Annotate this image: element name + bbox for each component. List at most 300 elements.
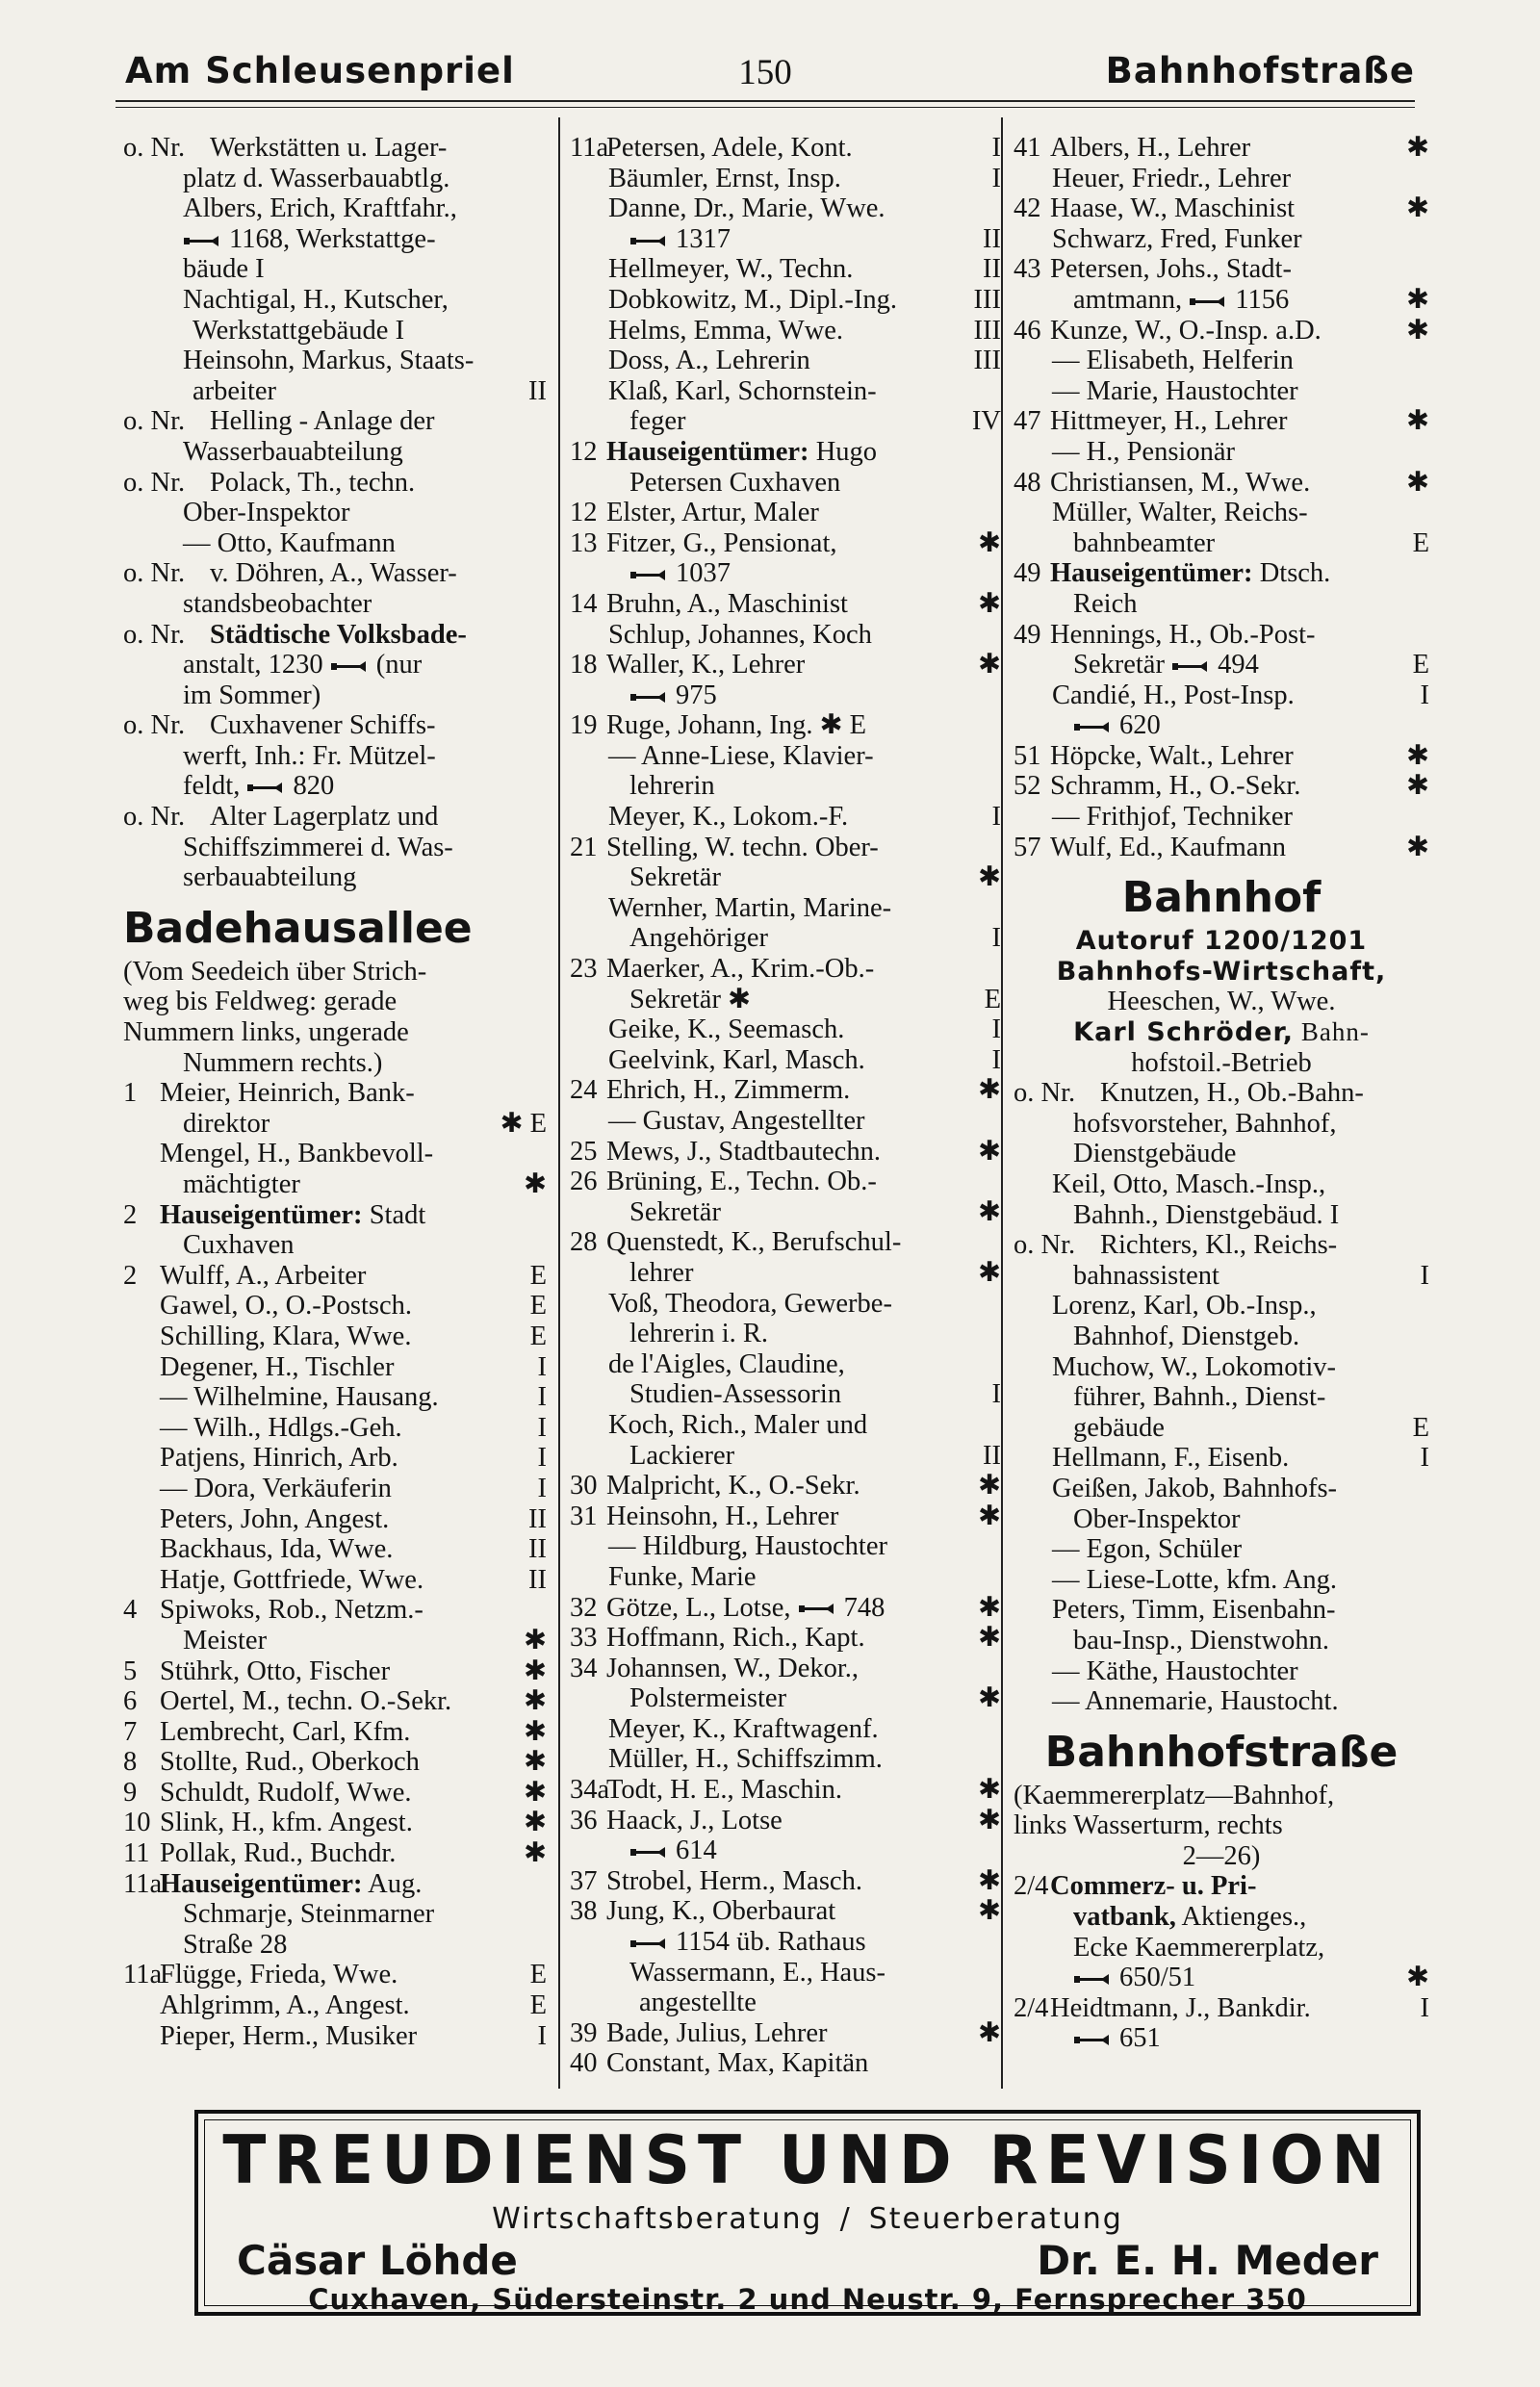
header-street-left: Am Schleusenpriel: [125, 50, 515, 91]
floor-marker: I: [991, 923, 1001, 954]
floor-marker: III: [973, 284, 1001, 315]
floor-marker: ✱: [524, 1686, 547, 1717]
entry-text: Studien-Assessorin: [629, 1379, 842, 1410]
directory-entry: [570, 589, 1001, 620]
floor-marker: I: [991, 1379, 1001, 1410]
directory-entry: [1014, 1534, 1429, 1565]
directory-entry: [123, 771, 547, 802]
entry-text: Patjens, Hinrich, Arb.: [160, 1443, 398, 1474]
ad-name-left: Cäsar Löhde: [237, 2237, 518, 2284]
directory-entry: [123, 802, 547, 833]
entry-text: Stollte, Rud., Oberkoch: [160, 1747, 420, 1778]
directory-entry: [1014, 1322, 1429, 1352]
house-number: 37: [570, 1865, 598, 1896]
house-number: 12: [570, 498, 598, 528]
floor-marker: ✱: [978, 1471, 1001, 1502]
directory-entry: [570, 285, 1001, 316]
floor-marker: ✱: [978, 1865, 1001, 1896]
directory-entry: [123, 1261, 547, 1292]
entry-text: Hauseigentümer: Aug.: [160, 1868, 423, 1899]
ad-name-right: Dr. E. H. Meder: [1037, 2237, 1378, 2284]
directory-entry: [1014, 254, 1429, 285]
entry-text: werft, Inh.: Fr. Mützel-: [183, 740, 436, 771]
directory-entry: [123, 650, 547, 680]
house-number: 2: [123, 1199, 138, 1230]
entry-text: Bahnhof, Dienstgeb.: [1073, 1321, 1300, 1351]
floor-marker: ✱: [524, 1169, 547, 1199]
floor-marker: I: [1420, 1992, 1429, 2023]
entry-text: lehrerin i. R.: [629, 1319, 769, 1349]
bold-label: Hauseigentümer:: [160, 1868, 363, 1899]
header-rule: [116, 100, 1415, 102]
entry-text: Sekretär ✱: [629, 984, 751, 1014]
directory-entry: [570, 1775, 1001, 1806]
directory-entry: [1014, 1078, 1429, 1109]
entry-text: vatbank, Aktienges.,: [1073, 1902, 1307, 1933]
entry-text: Hauseigentümer: Hugo: [606, 436, 878, 467]
street-heading: Badehausallee: [123, 903, 473, 953]
house-number: 31: [570, 1501, 598, 1531]
entry-text: Wulf, Ed., Kaufmann: [1050, 832, 1286, 862]
directory-entry: [1014, 1382, 1429, 1413]
entry-text: Müller, H., Schiffszimm.: [608, 1744, 883, 1775]
entry-text: — Annemarie, Haustocht.: [1052, 1686, 1339, 1717]
entry-text: anstalt, 1230 (nur: [183, 650, 423, 680]
entry-text: Mews, J., Stadtbautechn.: [606, 1136, 881, 1167]
directory-entry: [1014, 133, 1429, 164]
entry-text: Ahlgrimm, A., Angest.: [160, 1990, 410, 2021]
floor-marker: I: [537, 1443, 547, 1474]
column-3: [1014, 133, 1429, 2054]
page-header: [116, 50, 1415, 98]
entry-text: Heidtmann, J., Bankdir.: [1050, 1992, 1311, 2023]
house-number: 32: [570, 1592, 598, 1623]
house-number: 11a: [123, 1868, 163, 1899]
house-number: 21: [570, 832, 598, 862]
directory-entry: [1014, 193, 1429, 224]
directory-entry: [123, 1534, 547, 1565]
entry-text: Lackierer: [629, 1440, 735, 1471]
house-number: 51: [1014, 740, 1041, 771]
entry-text: Pollak, Rud., Buchdr.: [160, 1838, 397, 1869]
directory-entry: [570, 954, 1001, 985]
entry-text: — Elisabeth, Helferin: [1052, 346, 1294, 376]
floor-marker: ✱: [978, 1896, 1001, 1927]
note-line: weg bis Feldweg: gerade: [123, 987, 398, 1017]
street-heading: Bahnhofstraße: [1044, 1727, 1399, 1777]
directory-entry: [1014, 741, 1429, 772]
entry-text: Lembrecht, Carl, Kfm.: [160, 1716, 411, 1747]
entry-text: Polack, Th., techn.: [210, 467, 416, 498]
entry-text: — Gustav, Angestellter: [608, 1106, 865, 1136]
entry-text: standsbeobachter: [183, 588, 372, 619]
entry-text: Müller, Walter, Reichs-: [1052, 498, 1308, 528]
house-number: 49: [1014, 619, 1041, 650]
directory-entry: [570, 406, 1001, 437]
house-number: o. Nr.: [1014, 1230, 1076, 1261]
entry-text: Christiansen, M., Wwe.: [1050, 467, 1311, 498]
directory-entry: [570, 1623, 1001, 1654]
telephone-icon: [1073, 720, 1114, 734]
directory-entry: [123, 1747, 547, 1778]
entry-text: Slink, H., kfm. Angest.: [160, 1808, 413, 1838]
entry-text: Backhaus, Ida, Wwe.: [160, 1534, 394, 1565]
floor-marker: ✱: [978, 1623, 1001, 1654]
entry-text: Danne, Dr., Marie, Wwe.: [608, 193, 886, 224]
floor-marker: I: [991, 1044, 1001, 1075]
directory-entry: [570, 1289, 1001, 1320]
directory-entry: [1014, 468, 1429, 499]
house-number: 49: [1014, 558, 1041, 589]
column-divider: [1001, 117, 1003, 2089]
floor-marker: ✱: [978, 1501, 1001, 1531]
house-number: 24: [570, 1075, 598, 1106]
entry-text: 614: [629, 1835, 717, 1865]
house-number: 2/4: [1014, 1992, 1049, 2023]
telephone-icon: [1189, 295, 1229, 309]
house-number: o. Nr.: [123, 133, 186, 163]
entry-text: Spiwoks, Rob., Netzm.-: [160, 1595, 424, 1626]
directory-entry: [570, 2018, 1001, 2049]
telephone-icon: [330, 659, 371, 674]
house-number: 8: [123, 1747, 138, 1778]
directory-entry: [1014, 528, 1429, 559]
directory-entry: [570, 1197, 1001, 1228]
house-number: 43: [1014, 254, 1041, 285]
entry-text: 650/51: [1073, 1963, 1195, 1992]
floor-marker: ✱: [1406, 284, 1429, 315]
entry-text: Dobkowitz, M., Dipl.-Ing.: [608, 284, 898, 315]
house-number: 39: [570, 2017, 598, 2048]
directory-entry: [570, 316, 1001, 346]
house-number: o. Nr.: [1014, 1078, 1076, 1109]
entry-text: Wulff, A., Arbeiter: [160, 1260, 367, 1291]
house-number: o. Nr.: [123, 467, 186, 498]
entry-text: Keil, Otto, Masch.-Insp.,: [1052, 1169, 1326, 1199]
directory-entry: [123, 468, 547, 499]
entry-text: Kunze, W., O.-Insp. a.D.: [1050, 315, 1322, 346]
directory-entry: [570, 650, 1001, 680]
bold-label: Hauseigentümer:: [606, 436, 809, 467]
directory-entry: [1014, 437, 1429, 468]
entry-text: Klaß, Karl, Schornstein-: [608, 375, 877, 406]
directory-entry: [570, 1806, 1001, 1836]
entry-text: Ecke Kaemmererplatz,: [1073, 1932, 1325, 1963]
directory-entry: [1014, 650, 1429, 680]
directory-entry: [123, 1048, 547, 1079]
directory-entry: [123, 1808, 547, 1838]
column-2: [570, 133, 1001, 2079]
column-1: [123, 133, 547, 2051]
entry-text: führer, Bahnh., Dienst-: [1073, 1382, 1326, 1413]
house-number: 42: [1014, 193, 1041, 224]
entry-text: Strobel, Herm., Masch.: [606, 1865, 862, 1896]
directory-entry: [123, 1382, 547, 1413]
house-number: 12: [570, 436, 598, 467]
directory-entry: [570, 1258, 1001, 1289]
entry-text: Schiffszimmerei d. Was-: [183, 832, 453, 862]
directory-entry: [1014, 316, 1429, 346]
house-number: 1: [123, 1078, 138, 1109]
directory-entry: [123, 254, 547, 285]
house-number: 30: [570, 1471, 598, 1502]
directory-entry: [123, 1474, 547, 1504]
entry-text: Voß, Theodora, Gewerbe-: [608, 1288, 892, 1319]
entry-text: Götze, L., Lotse, 748: [606, 1592, 886, 1623]
header-rule-thin: [116, 107, 1415, 108]
entry-text: Ehrich, H., Zimmerm.: [606, 1075, 851, 1106]
house-number: 2: [123, 1260, 138, 1291]
floor-marker: I: [991, 1014, 1001, 1045]
house-number: 5: [123, 1656, 138, 1686]
house-number: 14: [570, 588, 598, 619]
entry-text: lehrerin: [629, 771, 715, 802]
entry-text: Funke, Marie: [608, 1561, 757, 1592]
directory-entry: [1014, 406, 1429, 437]
telephone-icon: [246, 781, 287, 795]
directory-entry: [123, 1139, 547, 1169]
directory-entry: [123, 1717, 547, 1748]
directory-entry: [1014, 1595, 1429, 1626]
directory-entry: [570, 1075, 1001, 1106]
entry-text: 620: [1073, 710, 1161, 740]
floor-marker: ✱: [524, 1625, 547, 1656]
floor-marker: II: [983, 1440, 1001, 1471]
house-number: o. Nr.: [123, 802, 186, 833]
directory-entry: [570, 802, 1001, 833]
entry-text: Petersen, Johs., Stadt-: [1050, 254, 1292, 285]
floor-marker: I: [537, 1412, 547, 1443]
floor-marker: ✱: [978, 527, 1001, 558]
directory-entry: [123, 833, 547, 863]
directory-entry: [1014, 771, 1429, 802]
entry-text: Sekretär: [629, 862, 721, 893]
house-number: 19: [570, 710, 598, 741]
entry-text: Doss, A., Lehrerin: [608, 346, 810, 376]
entry-text: Jung, K., Oberbaurat: [606, 1896, 836, 1927]
entry-text: Bäumler, Ernst, Insp.: [608, 163, 841, 193]
floor-marker: II: [528, 375, 547, 406]
entry-text: — Dora, Verkäuferin: [160, 1473, 392, 1503]
entry-text: Schilling, Klara, Wwe.: [160, 1321, 412, 1351]
directory-entry: [123, 710, 547, 741]
directory-entry: [1014, 1686, 1429, 1717]
directory-entry: [123, 680, 547, 711]
entry-text: Ruge, Johann, Ing. ✱ E: [606, 710, 867, 741]
directory-entry: [1014, 285, 1429, 316]
house-number: 25: [570, 1136, 598, 1167]
floor-marker: II: [983, 254, 1001, 285]
note-line: (Vom Seedeich über Strich-: [123, 956, 427, 987]
entry-text: Alter Lagerplatz und: [210, 802, 439, 833]
house-number: 9: [123, 1777, 138, 1808]
directory-entry: [570, 985, 1001, 1015]
floor-marker: I: [991, 133, 1001, 163]
directory-entry: [1014, 1993, 1429, 2024]
entry-text: bahnbeamter: [1073, 527, 1216, 558]
house-number: 57: [1014, 832, 1041, 862]
telephone-icon: [1073, 2033, 1114, 2047]
section-subheading: Bahnhofs-Wirtschaft,: [1056, 956, 1387, 987]
floor-marker: ✱: [978, 1075, 1001, 1106]
floor-marker: I: [991, 802, 1001, 833]
directory-entry: [123, 1960, 547, 1990]
entry-text: Geelvink, Karl, Masch.: [608, 1044, 865, 1075]
house-number: 33: [570, 1623, 598, 1654]
note-line: (Kaemmererplatz—Bahnhof,: [1014, 1780, 1335, 1810]
entry-text: Meier, Heinrich, Bank-: [160, 1078, 415, 1109]
directory-entry: [123, 2021, 547, 2052]
entry-text: Stelling, W. techn. Ober-: [606, 832, 879, 862]
entry-text: bäude I: [183, 254, 265, 285]
directory-entry: [123, 1078, 547, 1109]
header-street-right: Bahnhofstraße: [1105, 50, 1415, 91]
bold-label: Karl Schröder,: [1073, 1017, 1295, 1048]
telephone-icon: [629, 568, 670, 582]
floor-marker: ✱: [1406, 406, 1429, 437]
floor-marker: II: [528, 1534, 547, 1565]
floor-marker: ✱: [1406, 740, 1429, 771]
entry-text: Pieper, Herm., Musiker: [160, 2020, 418, 2051]
floor-marker: I: [1420, 1260, 1429, 1291]
entry-text: Meyer, K., Lokom.-F.: [608, 802, 849, 833]
house-number: o. Nr.: [123, 619, 186, 650]
floor-marker: II: [528, 1564, 547, 1595]
house-number: 11: [123, 1838, 150, 1869]
house-number: 36: [570, 1805, 598, 1835]
directory-entry: [123, 346, 547, 376]
floor-marker: ✱: [978, 1592, 1001, 1623]
floor-marker: ✱: [524, 1747, 547, 1778]
directory-entry: [1014, 2023, 1429, 2054]
directory-entry: [1014, 1200, 1429, 1231]
entry-text: — Liese-Lotte, kfm. Ang.: [1052, 1564, 1338, 1595]
directory-entry: [570, 164, 1001, 194]
entry-text: Hellmeyer, W., Techn.: [608, 254, 854, 285]
house-number: 11a: [123, 1960, 163, 1990]
directory-entry: [570, 1988, 1001, 2018]
directory-entry: [570, 1835, 1001, 1866]
entry-text: Reich: [1073, 588, 1138, 619]
entry-text: Haack, J., Lotse: [606, 1805, 783, 1835]
directory-entry: [123, 1838, 547, 1869]
directory-entry: [570, 1349, 1001, 1380]
telephone-icon: [798, 1602, 838, 1616]
entry-text: Stührk, Otto, Fischer: [160, 1656, 391, 1686]
entry-text: Angehöriger: [629, 923, 769, 954]
page-number: 150: [738, 53, 792, 92]
directory-entry: [1014, 1291, 1429, 1322]
directory-entry: [1014, 1443, 1429, 1474]
directory-entry: [123, 862, 547, 893]
entry-text: Waller, K., Lehrer: [606, 650, 806, 680]
directory-entry: [570, 862, 1001, 893]
entry-text: Schwarz, Fred, Funker: [1052, 223, 1302, 254]
entry-text: Mengel, H., Bankbevoll-: [160, 1139, 434, 1169]
directory-entry: [570, 1410, 1001, 1441]
entry-text: Fitzer, G., Pensionat,: [606, 527, 837, 558]
floor-marker: IV: [971, 406, 1001, 437]
house-number: 11a: [570, 133, 609, 163]
directory-entry: [123, 1595, 547, 1626]
house-number: 4: [123, 1595, 138, 1626]
directory-entry: [570, 558, 1001, 589]
entry-text: Flügge, Frieda, Wwe.: [160, 1960, 398, 1990]
centered-line: Heeschen, W., Wwe.: [1107, 987, 1336, 1017]
entry-text: 1168, Werkstattge-: [183, 224, 436, 254]
directory-entry: [123, 1930, 547, 1961]
entry-text: Polstermeister: [629, 1683, 787, 1714]
directory-entry: [570, 1379, 1001, 1410]
house-number: 47: [1014, 406, 1041, 437]
house-number: 18: [570, 650, 598, 680]
directory-entry: [123, 133, 547, 164]
entry-text: direktor: [183, 1108, 270, 1139]
directory-entry: [123, 1778, 547, 1809]
centered-line: 2—26): [1182, 1840, 1261, 1871]
entry-text: — Marie, Haustochter: [1052, 375, 1298, 406]
entry-text: — Käthe, Haustochter: [1052, 1656, 1298, 1686]
entry-text: Muchow, W., Lokomotiv-: [1052, 1351, 1337, 1382]
directory-entry: [123, 620, 547, 651]
directory-entry: [123, 528, 547, 559]
directory-entry: [570, 1562, 1001, 1593]
telephone-icon: [1171, 659, 1212, 674]
house-number: 40: [570, 2048, 598, 2079]
floor-marker: E: [1412, 527, 1429, 558]
telephone-icon: [629, 690, 670, 705]
floor-marker: ✱: [978, 1136, 1001, 1167]
directory-entry: [1014, 710, 1429, 741]
entry-text: serbauabteilung: [183, 862, 357, 893]
entry-text: Bade, Julius, Lehrer: [606, 2017, 828, 2048]
directory-entry: [1014, 1963, 1429, 1993]
ad-services: [198, 2202, 1417, 2236]
entry-text: Werkstattgebäude I: [192, 315, 405, 346]
entry-text: Malpricht, K., O.-Sekr.: [606, 1471, 860, 1502]
entry-text: Bahnh., Dienstgebäud. I: [1073, 1199, 1340, 1230]
floor-marker: I: [537, 1351, 547, 1382]
directory-entry: [570, 1531, 1001, 1562]
directory-entry: [570, 1866, 1001, 1897]
floor-marker: E: [529, 1990, 547, 2021]
directory-entry: [123, 558, 547, 589]
directory-entry: [123, 498, 547, 528]
entry-text: Wassermann, E., Haus-: [629, 1957, 886, 1988]
directory-entry: [123, 1109, 547, 1140]
bold-label: Hauseigentümer:: [160, 1199, 363, 1230]
directory-entry: [123, 1200, 547, 1231]
entry-text: Elster, Artur, Maler: [606, 498, 819, 528]
entry-text: Richters, Kl., Reichs-: [1100, 1230, 1338, 1261]
entry-text: Hittmeyer, H., Lehrer: [1050, 406, 1288, 437]
entry-text: Hatje, Gottfriede, Wwe.: [160, 1564, 424, 1595]
street-heading: Bahnhof: [1121, 873, 1322, 923]
floor-marker: ✱: [1406, 467, 1429, 498]
house-number: 34a: [570, 1775, 610, 1806]
directory-entry: [1014, 680, 1429, 711]
entry-text: amtmann, 1156: [1073, 284, 1290, 315]
entry-text: gebäude: [1073, 1412, 1165, 1443]
entry-text: Helms, Emma, Wwe.: [608, 315, 844, 346]
column-divider: [558, 117, 560, 2089]
entry-text: bahnassistent: [1073, 1260, 1219, 1291]
directory-entry: [570, 1471, 1001, 1502]
directory-entry: [123, 164, 547, 194]
entry-text: — H., Pensionär: [1052, 436, 1235, 467]
floor-marker: I: [537, 1382, 547, 1413]
entry-text: Werkstätten u. Lager-: [210, 133, 448, 163]
